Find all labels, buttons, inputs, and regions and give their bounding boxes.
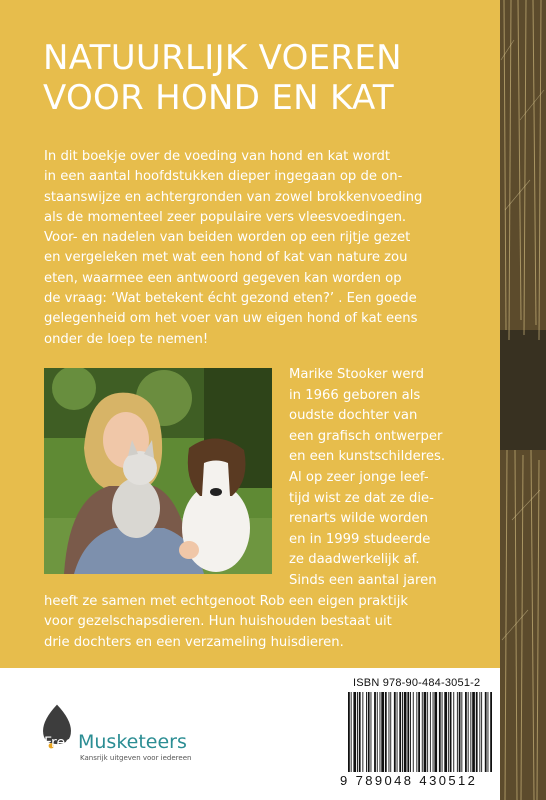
publisher-tagline: Kansrijk uitgeven voor iedereen xyxy=(80,754,192,762)
bio-line: in 1966 geboren als xyxy=(289,387,421,403)
bio-line: ze daadwerkelijk af. xyxy=(289,552,420,568)
bio-line: een grafisch ontwerper xyxy=(289,428,443,444)
author-photo xyxy=(44,368,272,574)
bio-line: heeft ze samen met echtgenoot Rob een eigen praktijk xyxy=(44,593,409,609)
title-line-1: NATUURLIJK VOEREN xyxy=(43,38,402,78)
intro-line: onder de loep te nemen! xyxy=(44,331,209,347)
intro-line: staanswijze en achtergronden van zowel brokkenvoeding xyxy=(44,189,423,205)
intro-line: en vergeleken met wat een hond of kat van nature zou xyxy=(44,250,408,266)
bio-line: oudste dochter van xyxy=(289,408,418,424)
bio-line: Marike Stooker werd xyxy=(289,367,425,382)
title-line-2: VOOR HOND EN KAT xyxy=(43,78,394,118)
bio-line: voor gezelschapsdieren. Hun huishouden bestaat uit xyxy=(44,614,392,630)
bio-line: tijd wist ze dat ze die- xyxy=(289,490,434,506)
intro-line: gelegenheid om het voer van uw eigen hond of kat eens xyxy=(44,311,418,327)
bio-line: en een kunstschilderes. xyxy=(289,449,446,465)
publisher-name: Musketeers xyxy=(78,731,187,753)
bio-line: drie dochters en een verzameling huisdieren. xyxy=(44,634,344,650)
bio-line: Al op zeer jonge leef- xyxy=(289,470,429,485)
bio-line: Sinds een aantal jaren xyxy=(289,573,437,588)
publisher-logo xyxy=(38,703,208,773)
publisher-free-text: Free xyxy=(44,735,74,751)
intro-line: in een aantal hoofdstukken dieper ingegaan op de on- xyxy=(44,169,403,185)
book-title xyxy=(43,38,483,118)
intro-line: In dit boekje over de voeding van hond en kat wordt xyxy=(44,149,391,164)
isbn-label: ISBN 978-90-484-3051-2 xyxy=(353,677,481,689)
reed-photo-strip xyxy=(500,0,546,800)
intro-line: Voor- en nadelen van beiden worden op een rijtje gezet xyxy=(44,230,411,246)
intro-paragraph xyxy=(44,147,484,350)
reed-illustration xyxy=(500,0,546,800)
intro-line: de vraag: ‘Wat betekent écht gezond eten?’ . Een goede xyxy=(44,291,417,307)
barcode-digits: 9 789048 430512 xyxy=(340,773,478,788)
bio-line: en in 1999 studeerde xyxy=(289,531,431,547)
intro-line: eten, waarmee een antwoord gegeven kan worden op xyxy=(44,270,402,286)
intro-line: als de momenteel zeer populaire vers vleesvoedingen. xyxy=(44,209,407,225)
bio-line: renarts wilde worden xyxy=(289,511,429,527)
isbn-barcode xyxy=(346,692,494,772)
